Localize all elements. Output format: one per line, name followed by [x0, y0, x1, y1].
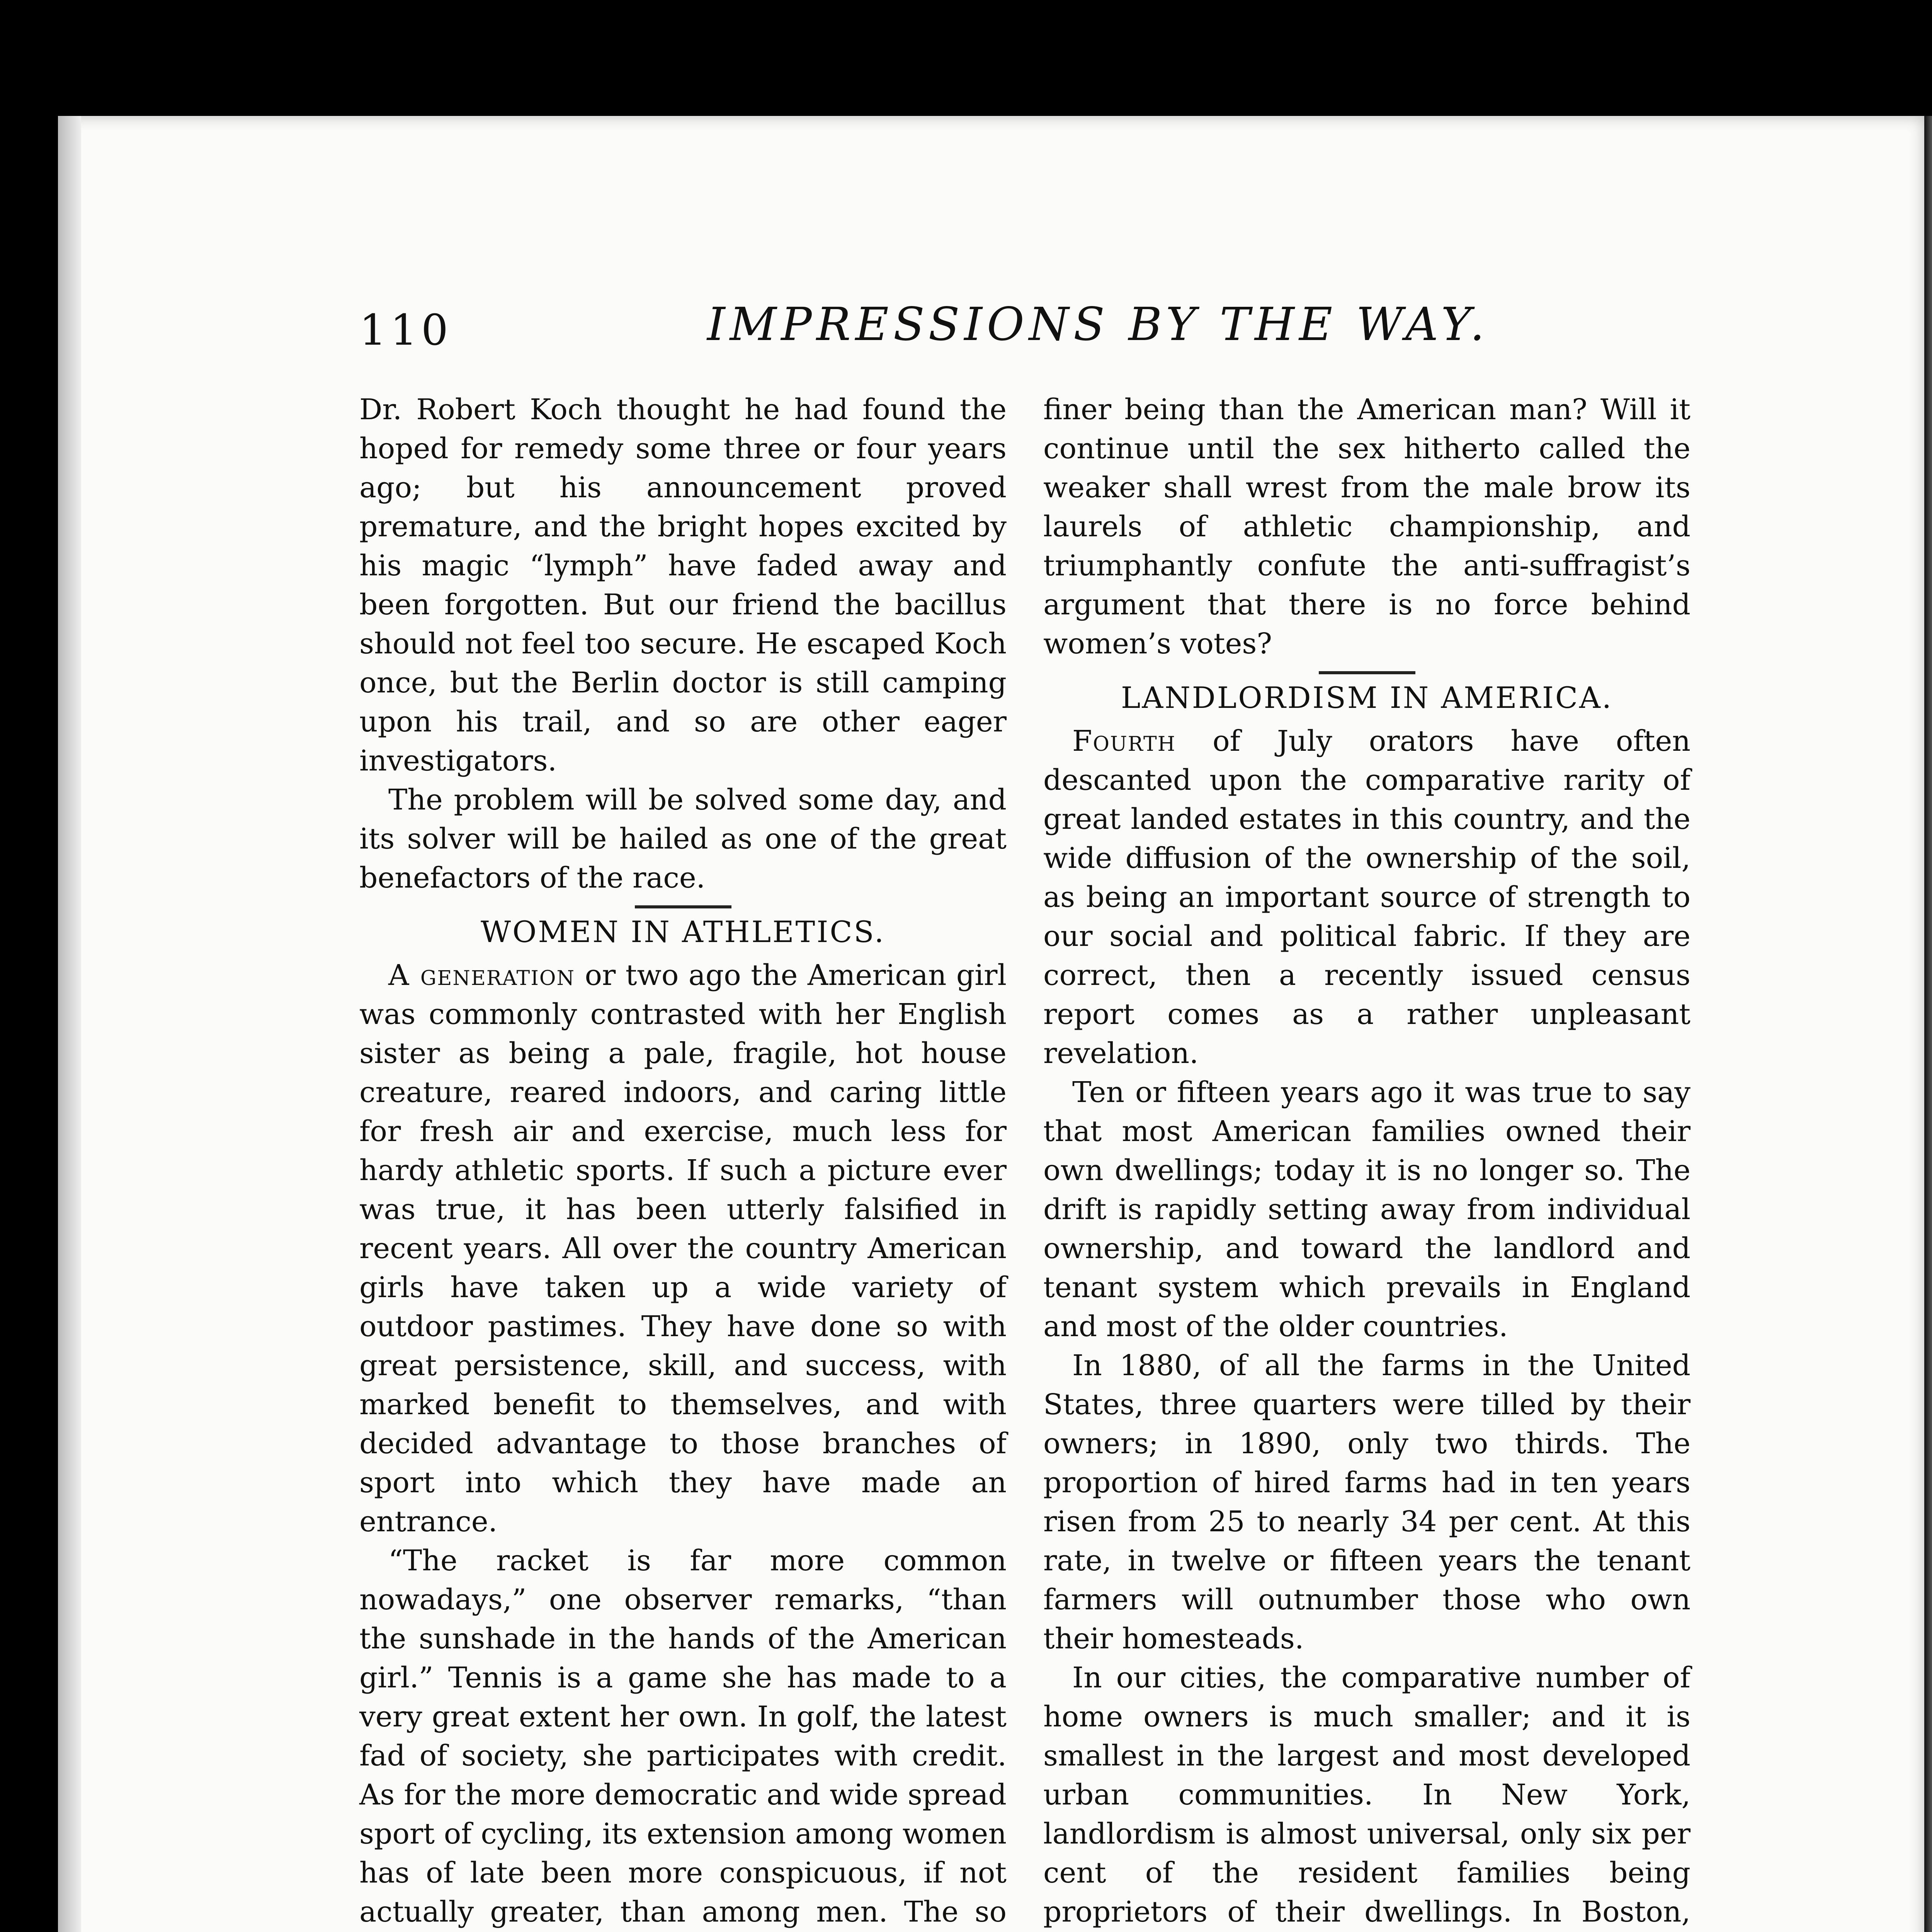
lead-in: Fourth — [1072, 724, 1176, 758]
paragraph: “The racket is far more common nowadays,” one observer remarks, “than the sunshade in the hands of the American girl.” Tennis is a game she has made to a very great extent her own. In golf, the latest fad of society, she participates with credit. As for the more democratic and wide spread sport of cycling, its extension among women has of late been more conspicuous, if not actually greater, than among men. The so — [359, 1544, 1007, 1929]
section-rule — [635, 905, 731, 908]
paragraph — [1043, 722, 1690, 1073]
section-title-women-in-athletics: WOMEN IN ATHLETICS. — [480, 915, 886, 949]
left-column — [359, 390, 1007, 1932]
paragraph-body: of July orators have often descanted upon the comparative rarity of great landed estates in this country, and the wide diffusion of the ownership of the soil, as being an important source of strength to our social and political fabric. If they are correct, then a recently issued census report comes as a rather unpleasant revelation. — [1043, 724, 1690, 1070]
lead-in: A generation — [388, 959, 575, 992]
paragraph: finer being than the American man? Will it continue until the sex hitherto called the weaker shall wrest from the male brow its laurels of athletic championship, and triumphantly confute the anti-suffragist’s argument that there is no force behind women’s votes? — [1043, 393, 1690, 660]
running-head: IMPRESSIONS BY THE WAY. — [707, 298, 1489, 351]
page-left-edge — [58, 116, 81, 1932]
paragraph — [359, 956, 1007, 1541]
adjacent-page-edge — [1924, 116, 1932, 1932]
paragraph: Ten or fifteen years ago it was true to say that most American families owned their own dwellings; today it is no longer so. The drift is rapidly setting away from individual ownership, and toward the landlord and tenant system which prevails in England and most of the older countries. — [1043, 1076, 1690, 1343]
section-title-landlordism-in-america: LANDLORDISM IN AMERICA. — [1121, 680, 1613, 715]
section-rule — [1319, 671, 1415, 674]
page-number: 110 — [359, 305, 452, 355]
right-column — [1043, 390, 1690, 1932]
paragraph: In 1880, of all the farms in the United States, three quarters were tilled by their owners; in 1890, only two thirds. The proportion of hired farms had in ten years risen from 25 to nearly 34 per cent. At this rate, in twelve or fifteen years the tenant farmers will outnumber those who own their homesteads. — [1043, 1349, 1690, 1655]
paragraph-body: or two ago the American girl was commonly contrasted with her English sister as being a pale, fragile, hot house creature, reared indoors, and caring little for fresh air and exercise, much less for hardy athletic sports. If such a picture ever was true, it has been utterly falsified in recent years. All over the country American girls have taken up a wide variety of outdoor pastimes. They have done so with great persistence, skill, and success, with marked benefit to themselves, and with decided advantage to those branches of sport into which they have made an entrance. — [359, 959, 1007, 1538]
paragraph: In our cities, the comparative number of home owners is much smaller; and it is smallest in the largest and most developed urban communities. In New York, landlordism is almost universal, only six per cent of the resident families being proprietors of their dwellings. In Boston, — [1043, 1661, 1690, 1929]
paragraph: The problem will be solved some day, and its solver will be hailed as one of the great benefactors of the race. — [359, 783, 1007, 895]
paragraph: Dr. Robert Koch thought he had found the hoped for remedy some three or four years ago; but his announcement proved premature, and the bright hopes excited by his magic “lymph” have faded away and been forgotten. But our friend the bacillus should not feel too secure. He escaped Koch once, but the Berlin doctor is still camping upon his trail, and so are other eager investigators. — [359, 393, 1007, 777]
page-header — [359, 294, 1789, 371]
